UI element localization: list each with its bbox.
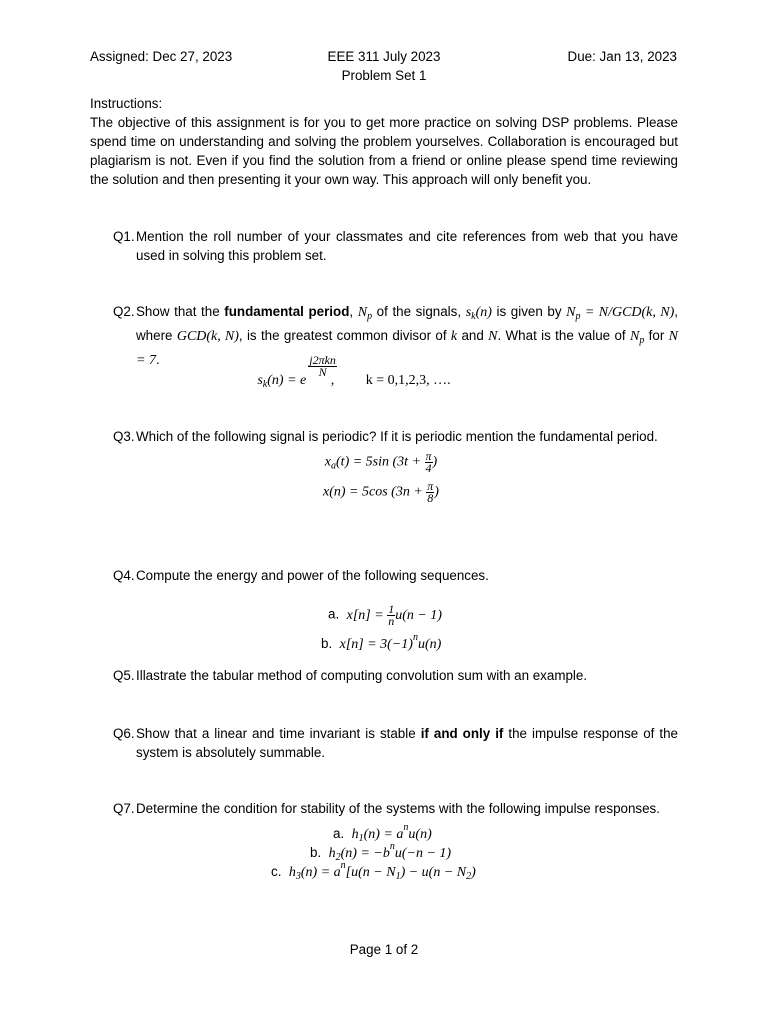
question-4-text: Compute the energy and power of the following sequences. (136, 568, 489, 583)
question-7-item-a: a. $h_1(n) = a^nu(n)$ (333, 822, 432, 844)
question-4-item-a: a. x[n] = $\frac{1}{n}$ u(n − 1) (328, 602, 442, 628)
problem-set-title: Problem Set 1 (341, 68, 427, 83)
question-4 (113, 566, 678, 585)
question-1-label: Q1. (113, 229, 135, 244)
question-4-label: Q4. (113, 568, 135, 583)
question-5-text: Illastrate the tabular method of computing convolution sum with an example. (136, 668, 588, 683)
question-7-item-c: c. $h_3(n) = a^n[u(n - N_1) - u(n - N_2)$ (271, 860, 476, 882)
question-7-label: Q7. (113, 801, 135, 816)
instructions (90, 94, 678, 189)
question-2 (113, 302, 678, 370)
question-6-label: Q6. (113, 726, 135, 741)
instructions-heading: Instructions: (90, 96, 163, 111)
course-title: EEE 311 July 2023 (327, 49, 441, 64)
page-number: Page 1 of 2 (349, 942, 419, 957)
question-3-equation-1: $x_a(t) = 5\sin$ (3t + $\frac{\pi}{4}$ ) (324, 449, 438, 475)
due-date: Due: Jan 13, 2023 (567, 49, 677, 64)
question-7 (113, 799, 678, 818)
if-and-only-if-term: if and only if (420, 726, 504, 741)
question-5-label: Q5. (113, 668, 135, 683)
question-6 (113, 724, 678, 762)
question-3-equation-2: x(n) = 5cos (3n + $\frac{\pi}{8}$ ) (323, 479, 439, 505)
question-7-text: Determine the condition for stability of the systems with the following impulse responses. (136, 801, 660, 816)
question-5 (113, 666, 678, 685)
question-3 (113, 427, 678, 446)
question-2-equation: $s_k(n) = e$ $\frac{\text{j2πkn}}{N}$ , k = 0,1,2,3, …. (257, 353, 451, 390)
instructions-text: The objective of this assignment is for you to get more practice on solving DSP problems. Please spend time on understanding and solving the problem yourselves. Collaboration is encouraged but plagiarism is not. Even if you find the solution from a friend or online please spend time reviewing the solution and then presenting it your own way. This approach will only benefit you. (90, 115, 678, 187)
question-7-item-b: b. $h_2(n) = -b^nu(-n - 1)$ (310, 841, 452, 863)
question-1-text: Mention the roll number of your classmates and cite references from web that you have used in solving this problem set. (136, 229, 678, 263)
question-2-label: Q2. (113, 304, 135, 319)
question-2-text: Show that the fundamental period, $N_p$ of the signals, $s_k(n)$ is given by $N_p = N/GCD(k$, N), where GCD(k, N), is the greatest common divisor of k and N. What is the value of $N_p$ for N = 7. (136, 304, 679, 368)
assigned-date: Assigned: Dec 27, 2023 (90, 49, 233, 64)
question-4-item-b: b. $x[n] = 3(-1)^nu(n)$ (321, 632, 442, 652)
question-3-text: Which of the following signal is periodic? If it is periodic mention the fundamental period. (136, 429, 658, 444)
question-1 (113, 227, 678, 265)
question-3-label: Q3. (113, 429, 135, 444)
question-6-text: Show that a linear and time invariant is stable if and only if the impulse response of the system is absolutely summable. (136, 726, 679, 760)
fundamental-period-term: fundamental period (224, 304, 350, 319)
